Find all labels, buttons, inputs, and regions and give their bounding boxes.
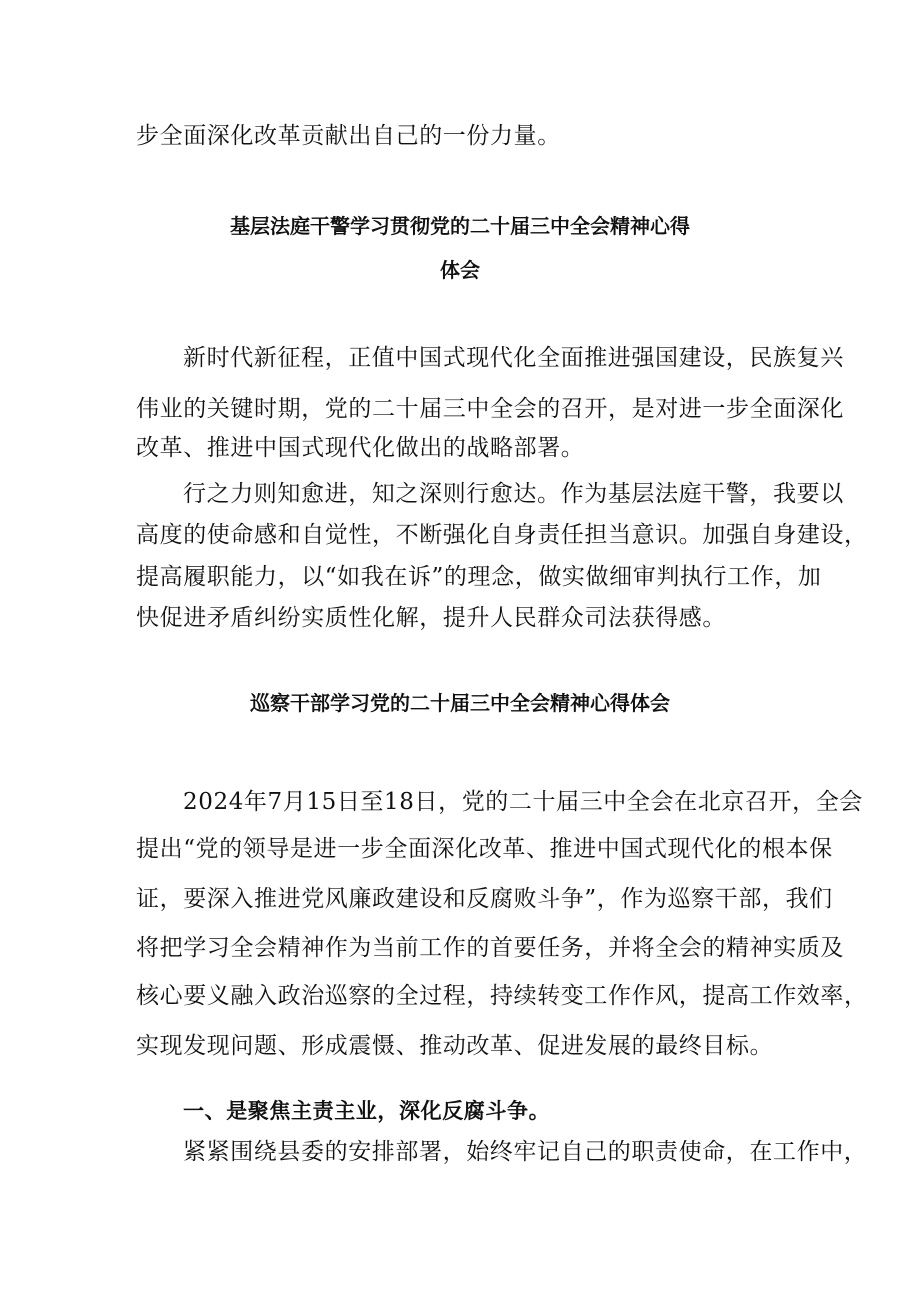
paragraph-line: 高度的使命感和自觉性，不断强化自身责任担当意识。加强自身建设， [136,522,868,548]
paragraph-line: 提出“党的领导是进一步全面深化改革、推进中国式现代化的根本保 [136,836,833,862]
paragraph-line: 证，要深入推进党风廉政建设和反腐败斗争”，作为巡察干部，我们 [136,886,833,912]
paragraph-line: 2024年7月15日至18日，党的二十届三中全会在北京召开，全会 [183,789,863,815]
point1-heading: 一、是聚焦主责主业，深化反腐斗争。 [183,1099,551,1123]
paragraph-line: 紧紧围绕县委的安排部署，始终牢记自己的职责使命，在工作中， [183,1139,868,1165]
paragraph-line: 核心要义融入政治巡察的全过程，持续转变工作作风，提高工作效率， [136,983,868,1009]
section2-title: 巡察干部学习党的二十届三中全会精神心得体会 [250,691,670,715]
paragraph-line: 伟业的关键时期，党的二十届三中全会的召开，是对进一步全面深化 [136,396,844,422]
paragraph-line: 新时代新征程，正值中国式现代化全面推进强国建设，民族复兴 [183,345,844,371]
paragraph-line: 提高履职能力，以“如我在诉”的理念，做实做细审判执行工作，加 [136,564,822,590]
paragraph-line: 改革、推进中国式现代化做出的战略部署。 [136,435,585,461]
paragraph-line: 快促进矛盾纠纷实质性化解，提升人民群众司法获得感。 [136,605,726,631]
paragraph-line: 将把学习全会精神作为当前工作的首要任务，并将全会的精神实质及 [136,935,844,961]
lead-line: 步全面深化改革贡献出自己的一份力量。 [136,123,561,149]
paragraph-line: 实现发现问题、形成震慑、推动改革、促进发展的最终目标。 [136,1033,774,1059]
section1-title-line1: 基层法庭干警学习贯彻党的二十届三中全会精神心得 [230,214,690,238]
section1-title-line2: 体会 [440,258,480,282]
paragraph-line: 行之力则知愈进，知之深则行愈达。作为基层法庭干警，我要以 [183,481,844,507]
